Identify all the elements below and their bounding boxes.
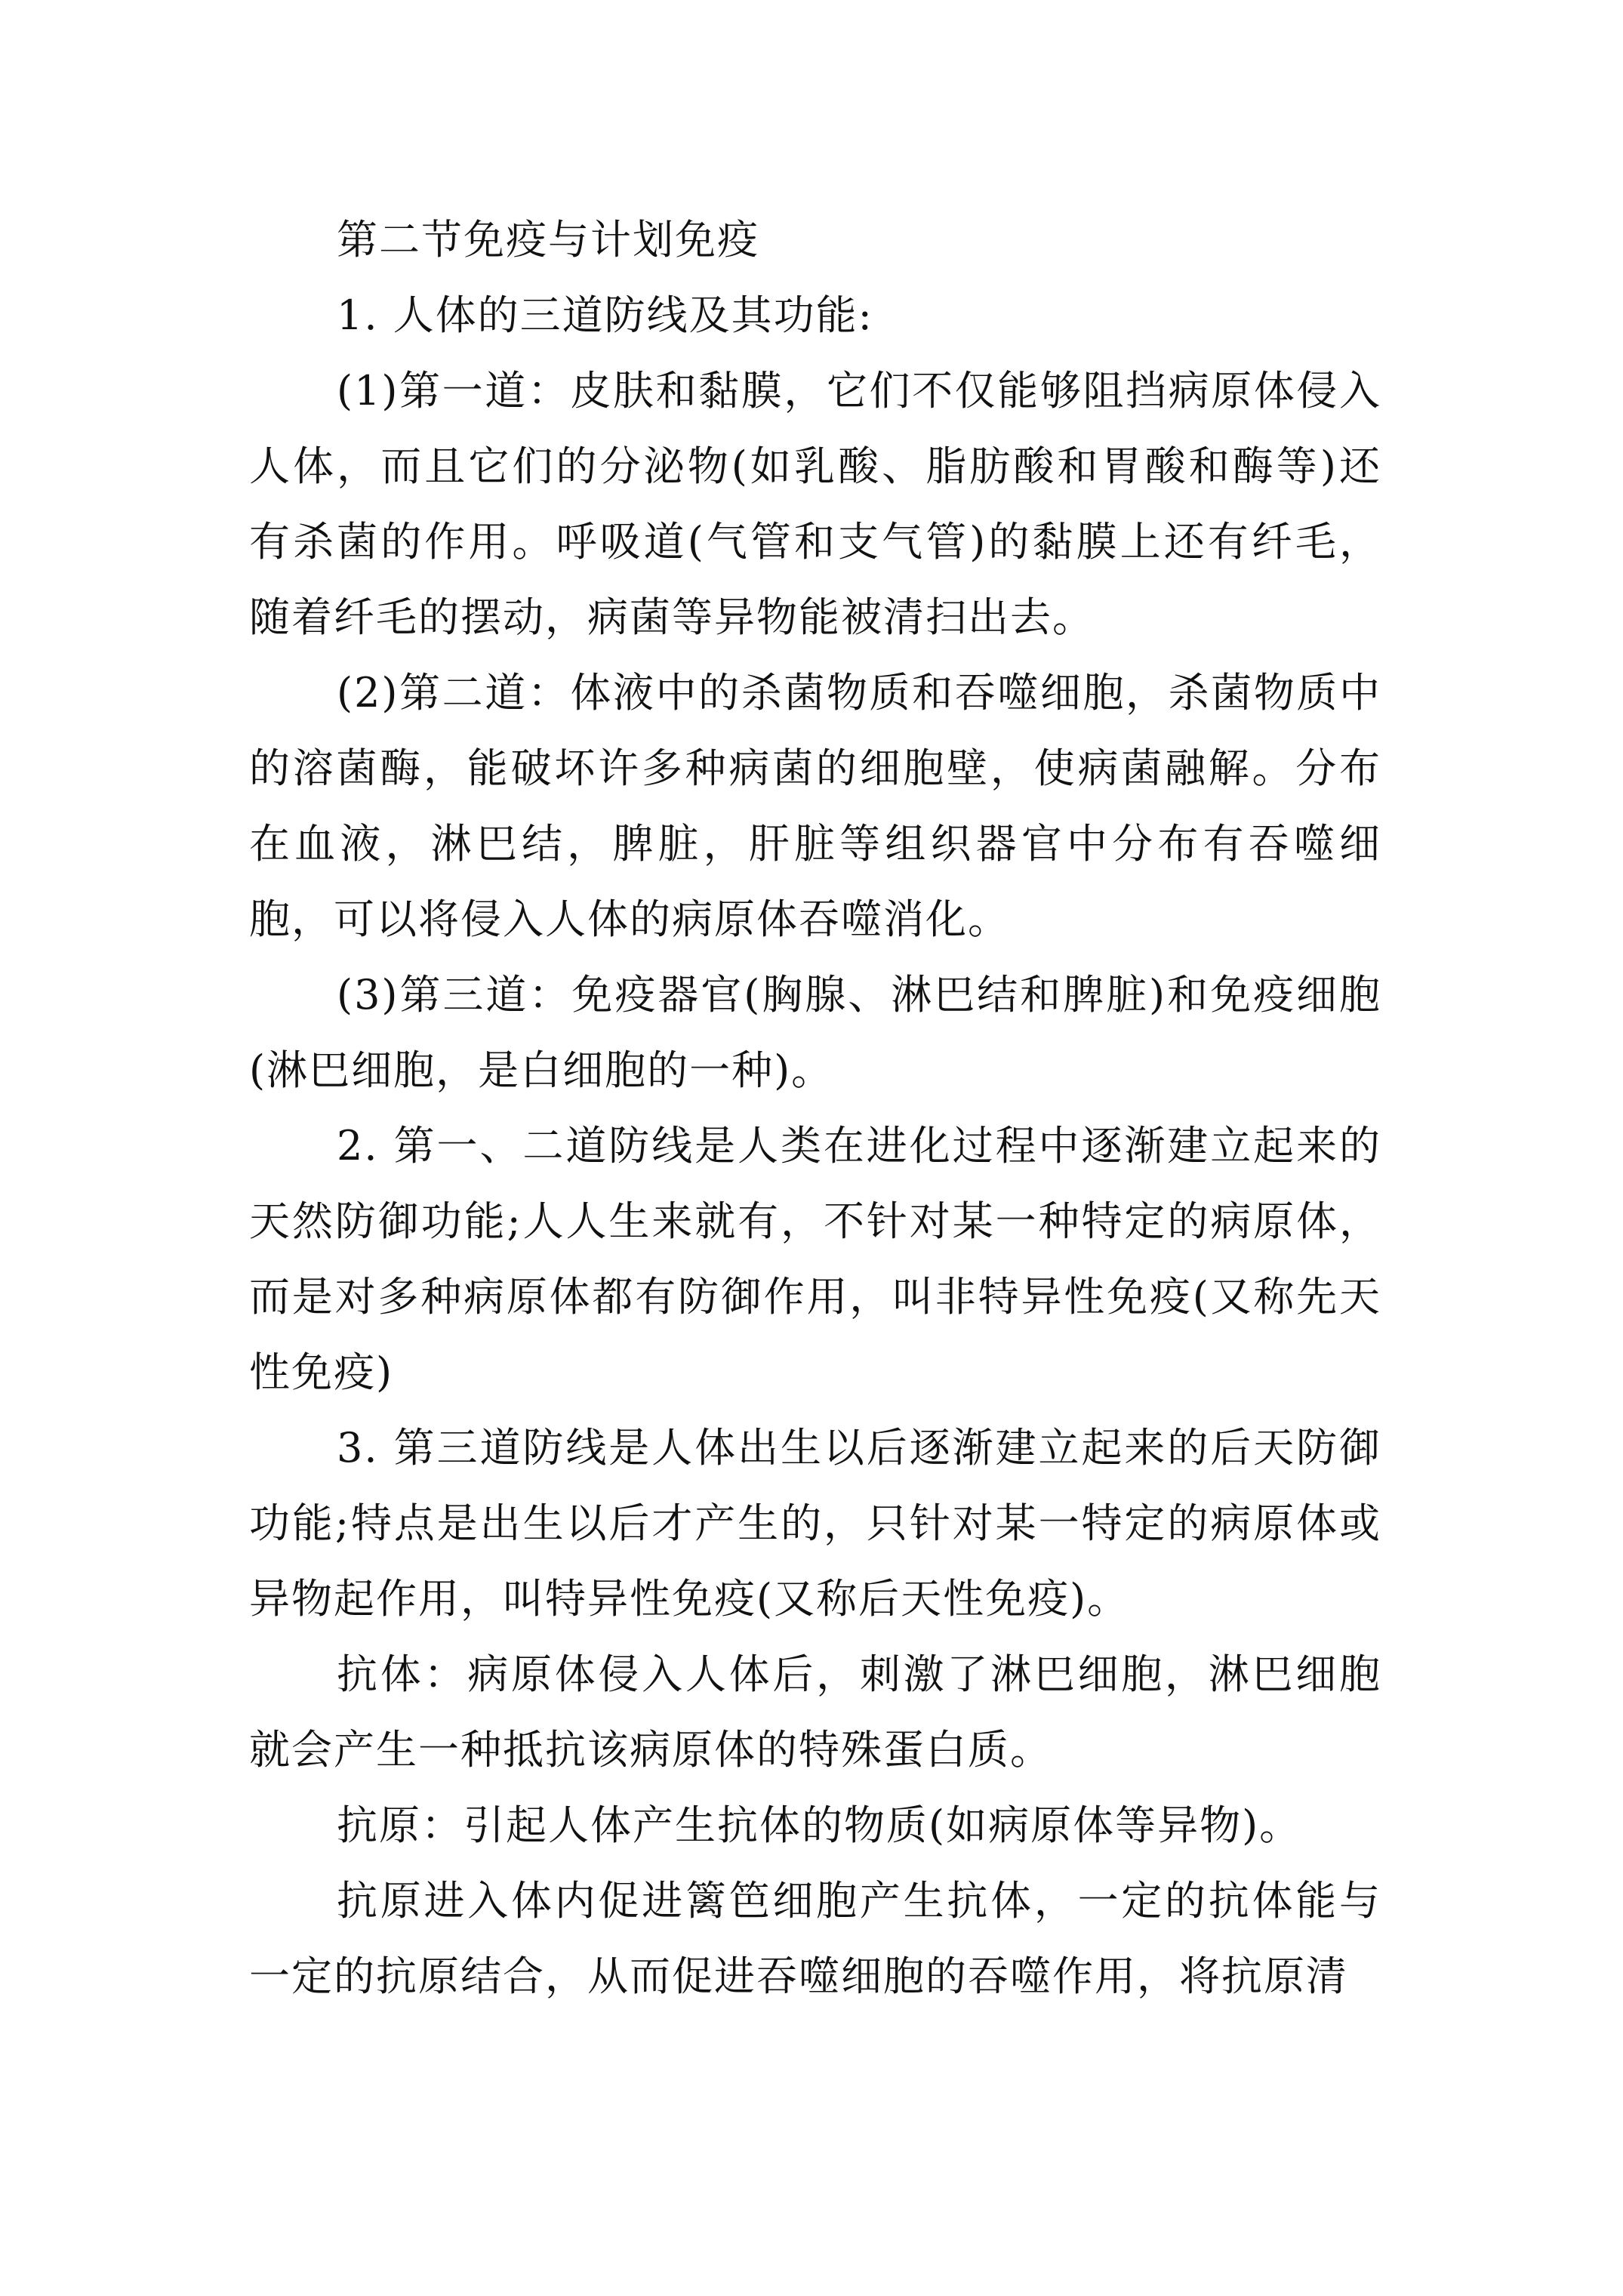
- paragraph-3: (2)第二道：体液中的杀菌物质和吞噬细胞，杀菌物质中的溶菌酶，能破坏许多种病菌的细胞壁，使病菌融解。分布在血液，淋巴结，脾脏，肝脏等组织器官中分布有吞噬细胞，可以将侵入人体的病原体吞噬消化。: [249, 669, 1381, 943]
- section-title: 第二节免疫与计划免疫: [337, 216, 759, 264]
- paragraph-5: 2. 第一、二道防线是人类在进化过程中逐渐建立起来的天然防御功能;人人生来就有，不针对某一种特定的病原体，而是对多种病原体都有防御作用，叫非特异性免疫(又称先天性免疫): [249, 1122, 1381, 1396]
- paragraph-6: 3. 第三道防线是人体出生以后逐渐建立起来的后天防御功能;特点是出生以后才产生的，只针对某一特定的病原体或异物起作用，叫特异性免疫(又称后天性免疫)。: [249, 1424, 1381, 1623]
- document-body: [249, 202, 1381, 2014]
- paragraph-7: 抗体：病原体侵入人体后，刺激了淋巴细胞，淋巴细胞就会产生一种抵抗该病原体的特殊蛋白质。: [249, 1650, 1381, 1774]
- paragraph-8: 抗原：引起人体产生抗体的物质(如病原体等异物)。: [337, 1801, 1302, 1849]
- paragraph-9: 抗原进入体内促进篱笆细胞产生抗体，一定的抗体能与一定的抗原结合，从而促进吞噬细胞的吞噬作用，将抗原清: [249, 1877, 1381, 2000]
- paragraph-2: (1)第一道：皮肤和黏膜，它们不仅能够阻挡病原体侵入人体，而且它们的分泌物(如乳酸、脂肪酸和胃酸和酶等)还有杀菌的作用。呼吸道(气管和支气管)的黏膜上还有纤毛，随着纤毛的摆动，病菌等异物能被清扫出去。: [249, 367, 1381, 641]
- paragraph-4: (3)第三道：免疫器官(胸腺、淋巴结和脾脏)和免疫细胞(淋巴细胞，是白细胞的一种)。: [249, 971, 1381, 1094]
- paragraph-1: 1. 人体的三道防线及其功能:: [337, 291, 873, 339]
